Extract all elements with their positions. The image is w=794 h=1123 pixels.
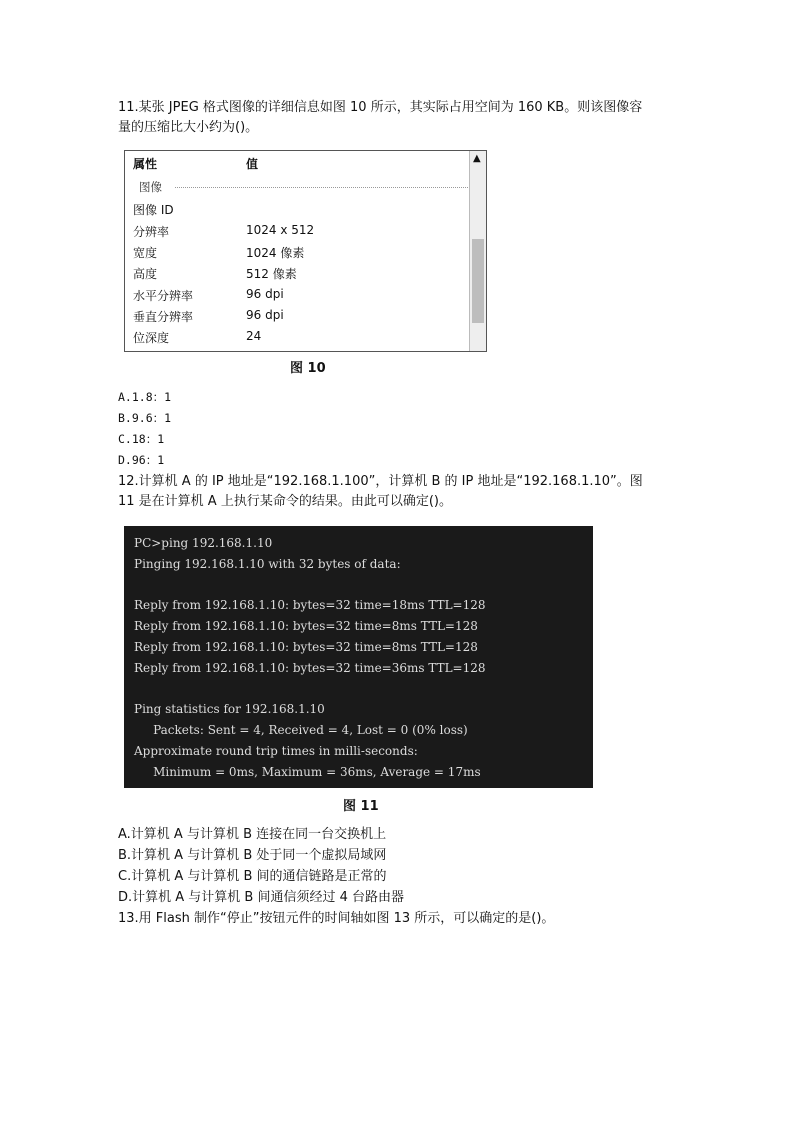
property-label: 图像 ID bbox=[133, 203, 174, 217]
q12-option-b: B.计算机 A 与计算机 B 处于同一个虚拟局域网 bbox=[118, 848, 387, 863]
terminal-line: Ping statistics for 192.168.1.10 bbox=[134, 702, 325, 716]
q11-option-a: A.1.8：1 bbox=[118, 390, 172, 404]
terminal-line: Minimum = 0ms, Maximum = 36ms, Average = 17ms bbox=[134, 765, 481, 779]
figure-11-caption: 图 11 bbox=[343, 799, 379, 814]
q12-option-c: C.计算机 A 与计算机 B 间的通信链路是正常的 bbox=[118, 869, 387, 884]
terminal-line: Pinging 192.168.1.10 with 32 bytes of data: bbox=[134, 557, 401, 571]
q13-stem-line1: 13.用 Flash 制作“停止”按钮元件的时间轴如图 13 所示，可以确定的是()。 bbox=[118, 911, 555, 926]
terminal-line: Packets: Sent = 4, Received = 4, Lost = 0 (0% loss) bbox=[134, 723, 468, 737]
property-value: 512 像素 bbox=[246, 267, 297, 281]
q11-option-b: B.9.6：1 bbox=[118, 411, 172, 425]
property-column-header: 属性 bbox=[133, 157, 158, 171]
property-label: 水平分辨率 bbox=[133, 289, 194, 303]
property-label: 分辨率 bbox=[133, 225, 170, 239]
terminal-line: Approximate round trip times in milli-seconds: bbox=[134, 744, 418, 758]
terminal-line: Reply from 192.168.1.10: bytes=32 time=36ms TTL=128 bbox=[134, 661, 486, 675]
ping-terminal-output bbox=[124, 526, 593, 788]
property-label: 高度 bbox=[133, 267, 158, 281]
q11-option-c: C.18：1 bbox=[118, 432, 165, 446]
q11-stem-line1: 11.某张 JPEG 格式图像的详细信息如图 10 所示，其实际占用空间为 160 KB。则该图像容 bbox=[118, 100, 643, 115]
scrollbar-thumb[interactable] bbox=[472, 239, 484, 323]
property-label: 宽度 bbox=[133, 246, 158, 260]
property-value: 24 bbox=[246, 329, 262, 343]
figure-10-caption: 图 10 bbox=[290, 361, 326, 376]
group-divider bbox=[175, 187, 468, 188]
q11-option-d: D.96：1 bbox=[118, 453, 165, 467]
property-value: 96 dpi bbox=[246, 308, 284, 322]
vertical-scrollbar[interactable] bbox=[469, 151, 486, 351]
property-value: 1024 像素 bbox=[246, 246, 305, 260]
q12-stem-line1: 12.计算机 A 的 IP 地址是“192.168.1.100”，计算机 B 的 IP 地址是“192.168.1.10”。图 bbox=[118, 474, 643, 489]
image-properties-panel bbox=[124, 150, 487, 352]
q11-stem-line2: 量的压缩比大小约为()。 bbox=[118, 120, 259, 135]
terminal-line: Reply from 192.168.1.10: bytes=32 time=8ms TTL=128 bbox=[134, 640, 478, 654]
terminal-line: Reply from 192.168.1.10: bytes=32 time=8ms TTL=128 bbox=[134, 619, 478, 633]
property-label: 垂直分辨率 bbox=[133, 310, 194, 324]
value-column-header: 值 bbox=[246, 157, 259, 171]
q12-option-d: D.计算机 A 与计算机 B 间通信须经过 4 台路由器 bbox=[118, 890, 405, 905]
scroll-up-arrow-icon[interactable]: ▲ bbox=[473, 153, 481, 164]
terminal-line: Reply from 192.168.1.10: bytes=32 time=18ms TTL=128 bbox=[134, 598, 486, 612]
terminal-line: PC>ping 192.168.1.10 bbox=[134, 536, 273, 550]
q12-stem-line2: 11 是在计算机 A 上执行某命令的结果。由此可以确定()。 bbox=[118, 494, 452, 509]
property-value: 1024 x 512 bbox=[246, 223, 315, 237]
group-label-image: 图像 bbox=[139, 180, 162, 194]
property-label: 位深度 bbox=[133, 331, 170, 345]
property-value: 96 dpi bbox=[246, 287, 284, 301]
q12-option-a: A.计算机 A 与计算机 B 连接在同一台交换机上 bbox=[118, 827, 387, 842]
